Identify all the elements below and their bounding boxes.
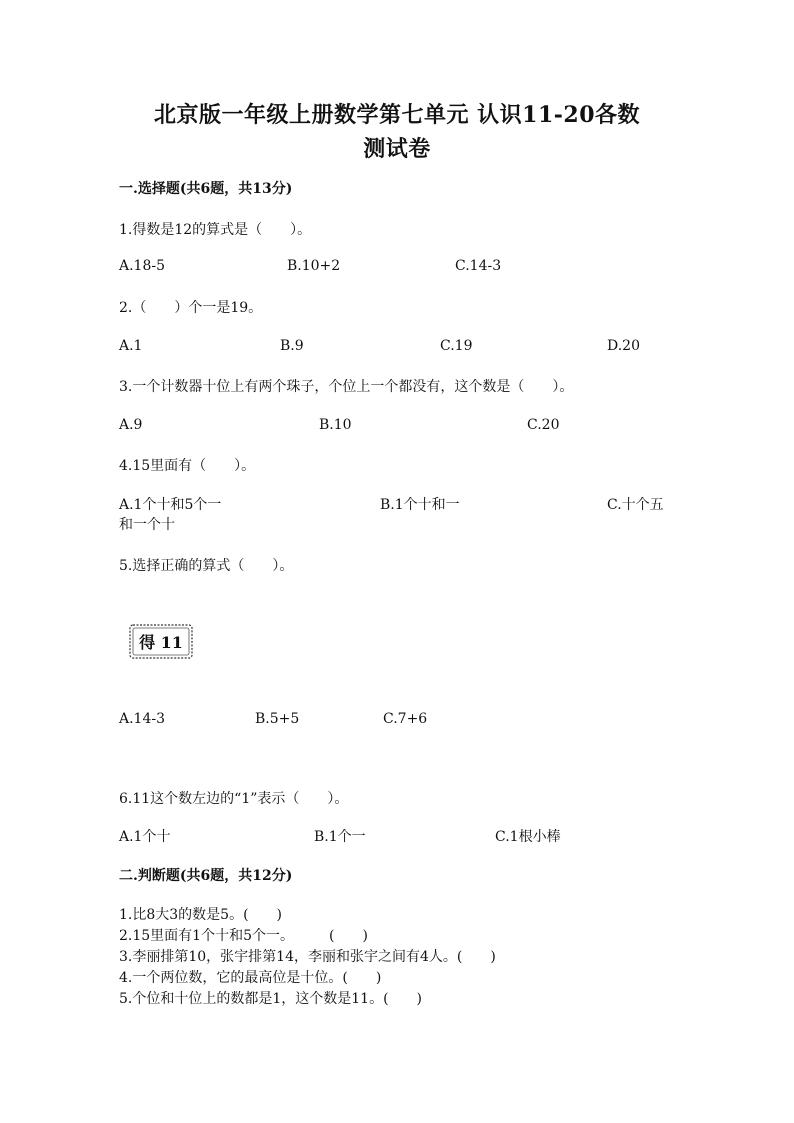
q2-option-a: A.1	[119, 338, 143, 354]
q6-option-a: A.1个十	[119, 829, 171, 845]
decorated-label-box	[128, 623, 194, 660]
q3-option-b: B.10	[319, 417, 352, 433]
question-2: 2.（ ）个一是19。	[119, 300, 263, 316]
q1-option-a: A.18-5	[119, 258, 166, 274]
page-title-line2: 测试卷	[363, 136, 431, 162]
question-3: 3.一个计数器十位上有两个珠子，个位上一个都没有，这个数是（ ）。	[119, 379, 574, 395]
judge-item-1: 1.比8大3的数是5。( )	[119, 907, 283, 923]
q2-option-d: D.20	[607, 338, 640, 354]
judge-item-2: 2.15里面有1个十和5个一。 ( )	[119, 928, 368, 944]
judge-item-4: 4.一个两位数，它的最高位是十位。( )	[119, 970, 382, 986]
section2-heading: 二.判断题(共6题，共12分)	[119, 868, 293, 884]
decorated-label-text: 得 11	[139, 633, 183, 652]
q6-option-b: B.1个一	[314, 829, 366, 845]
q5-option-a: A.14-3	[119, 711, 166, 727]
q3-option-a: A.9	[119, 417, 143, 433]
section1-heading: 一.选择题(共6题，共13分)	[119, 181, 293, 197]
q2-option-b: B.9	[280, 338, 304, 354]
q4-option-a: A.1个十和5个一	[119, 497, 222, 513]
question-1: 1.得数是12的算式是（ ）。	[119, 222, 312, 238]
q5-option-b: B.5+5	[255, 711, 300, 727]
q3-option-c: C.20	[527, 417, 560, 433]
q4-option-c: C.十个五	[607, 497, 664, 513]
question-5: 5.选择正确的算式（ ）。	[119, 558, 294, 574]
page-title: 北京版一年级上册数学第七单元 认识11-20各数	[153, 102, 641, 128]
judge-item-5: 5.个位和十位上的数都是1，这个数是11。( )	[119, 991, 423, 1007]
question-4: 4.15里面有（ ）。	[119, 458, 256, 474]
question-6: 6.11这个数左边的“1”表示（ ）。	[119, 791, 349, 807]
q4-option-c-continued: 和一个十	[119, 517, 175, 533]
q1-option-b: B.10+2	[287, 258, 341, 274]
q6-option-c: C.1根小棒	[495, 829, 561, 845]
q1-option-c: C.14-3	[455, 258, 502, 274]
q4-option-b: B.1个十和一	[380, 497, 460, 513]
q2-option-c: C.19	[440, 338, 473, 354]
judge-item-3: 3.李丽排第10，张宇排第14，李丽和张宇之间有4人。( )	[119, 949, 496, 965]
q5-option-c: C.7+6	[383, 711, 428, 727]
